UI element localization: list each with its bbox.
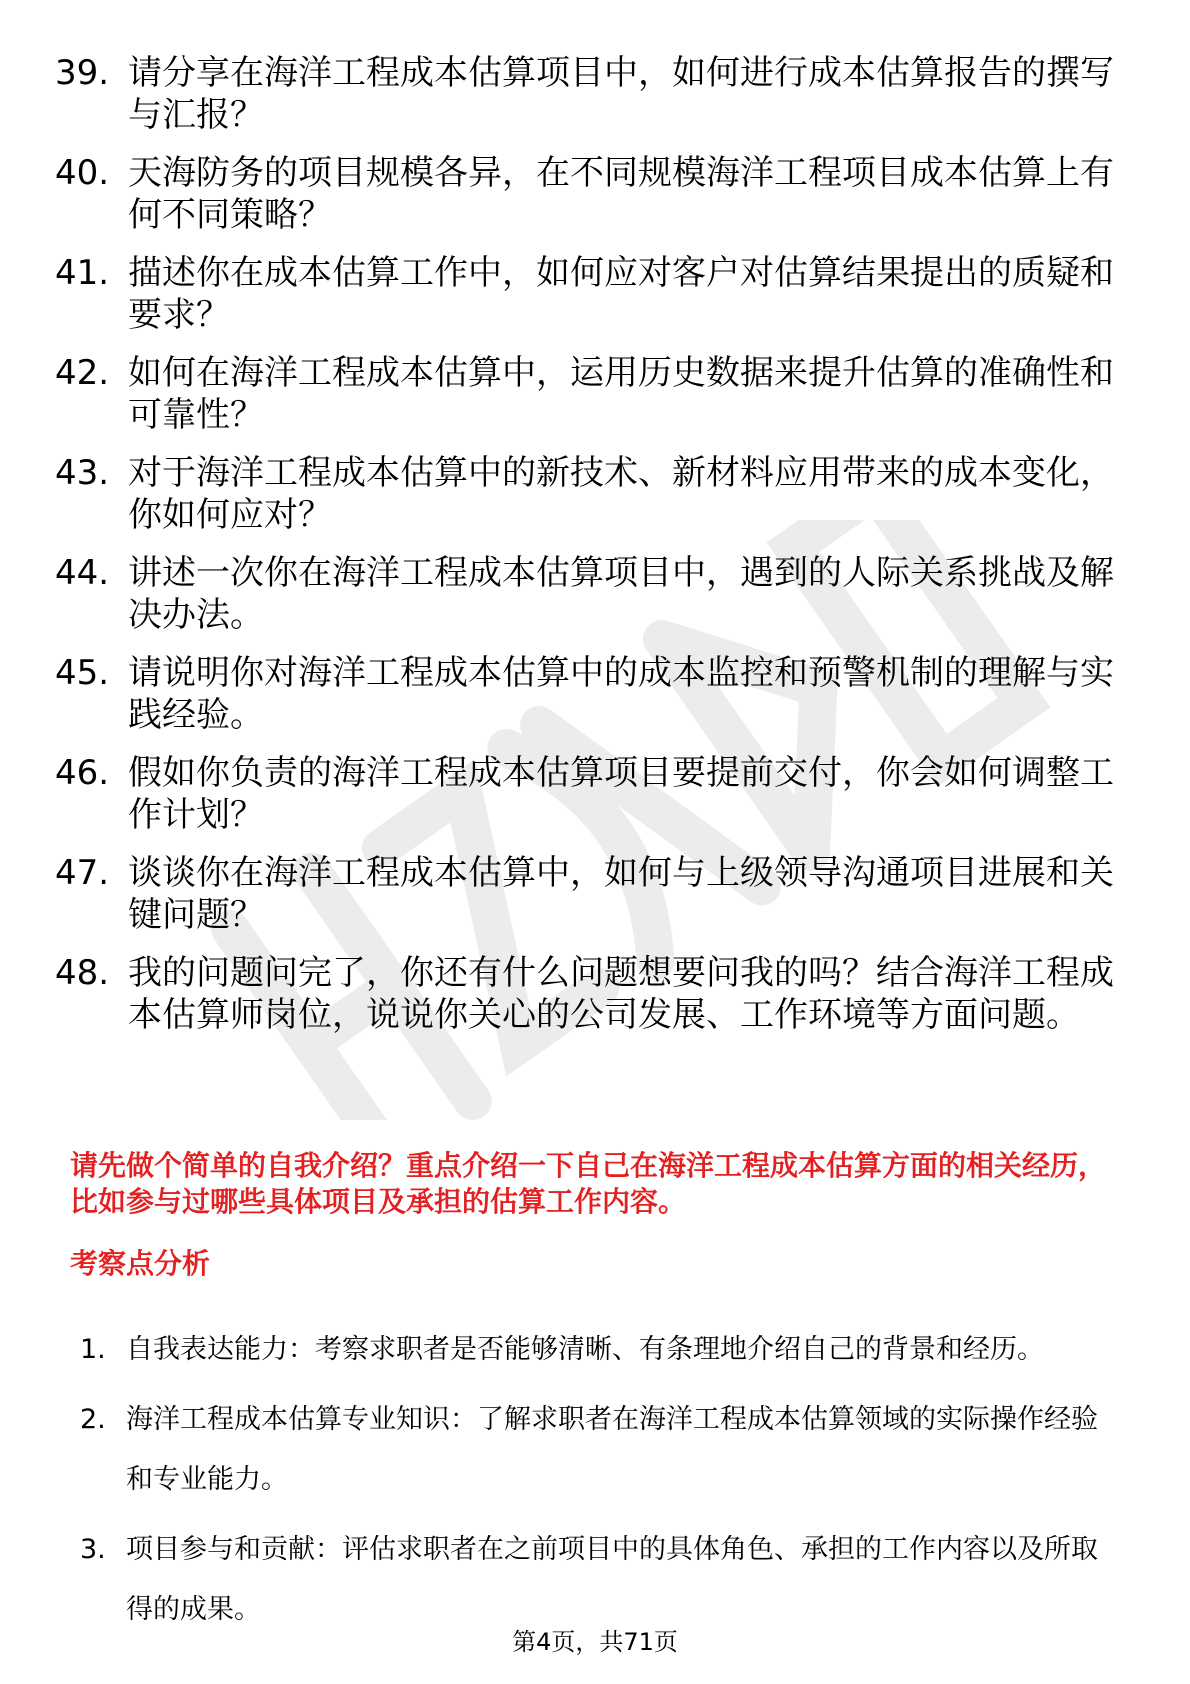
question-item bbox=[55, 652, 1125, 736]
question-item bbox=[55, 152, 1125, 236]
analysis-point bbox=[80, 1520, 1120, 1640]
page-footer: 第4页，共71页 bbox=[512, 1628, 678, 1656]
question-number: 46. bbox=[55, 753, 110, 793]
question-number: 42. bbox=[55, 353, 110, 393]
analysis-point-number: 1. bbox=[80, 1334, 106, 1365]
question-number: 39. bbox=[55, 53, 110, 93]
question-number: 40. bbox=[55, 153, 110, 193]
question-text: 我的问题问完了，你还有什么问题想要问我的吗？结合海洋工程成本估算师岗位，说说你关心的公司发展、工作环境等方面问题。 bbox=[128, 953, 1114, 1035]
analysis-title: 考察点分析 bbox=[70, 1247, 211, 1280]
analysis-point bbox=[80, 1390, 1120, 1510]
question-item bbox=[55, 252, 1125, 336]
analysis-point bbox=[80, 1320, 1120, 1380]
question-item bbox=[55, 52, 1125, 136]
question-text: 讲述一次你在海洋工程成本估算项目中，遇到的人际关系挑战及解决办法。 bbox=[128, 553, 1114, 635]
question-item bbox=[55, 352, 1125, 436]
analysis-point-text: 自我表达能力：考察求职者是否能够清晰、有条理地介绍自己的背景和经历。 bbox=[126, 1334, 1044, 1365]
question-number: 45. bbox=[55, 653, 110, 693]
analysis-point-list bbox=[80, 1320, 1120, 1650]
question-text: 如何在海洋工程成本估算中，运用历史数据来提升估算的准确性和可靠性？ bbox=[128, 353, 1114, 435]
question-text: 天海防务的项目规模各异，在不同规模海洋工程项目成本估算上有何不同策略？ bbox=[128, 153, 1114, 235]
question-number: 48. bbox=[55, 953, 110, 993]
analysis-point-number: 2. bbox=[80, 1404, 106, 1435]
question-item bbox=[55, 452, 1125, 536]
question-item bbox=[55, 752, 1125, 836]
question-text: 请分享在海洋工程成本估算项目中，如何进行成本估算报告的撰写与汇报？ bbox=[128, 53, 1114, 135]
question-item bbox=[55, 952, 1125, 1036]
question-number: 47. bbox=[55, 853, 110, 893]
question-text: 请说明你对海洋工程成本估算中的成本监控和预警机制的理解与实践经验。 bbox=[128, 653, 1114, 735]
question-number: 43. bbox=[55, 453, 110, 493]
question-list bbox=[55, 52, 1125, 1052]
analysis-point-text: 海洋工程成本估算专业知识：了解求职者在海洋工程成本估算领域的实际操作经验和专业能力。 bbox=[126, 1404, 1098, 1495]
question-item bbox=[55, 552, 1125, 636]
question-text: 描述你在成本估算工作中，如何应对客户对估算结果提出的质疑和要求？ bbox=[128, 253, 1114, 335]
analysis-point-text: 项目参与和贡献：评估求职者在之前项目中的具体角色、承担的工作内容以及所取得的成果。 bbox=[126, 1534, 1098, 1625]
question-text: 谈谈你在海洋工程成本估算中，如何与上级领导沟通项目进展和关键问题？ bbox=[128, 853, 1114, 935]
analysis-point-number: 3. bbox=[80, 1534, 106, 1565]
question-item bbox=[55, 852, 1125, 936]
question-number: 44. bbox=[55, 553, 110, 593]
question-text: 假如你负责的海洋工程成本估算项目要提前交付，你会如何调整工作计划？ bbox=[128, 753, 1114, 835]
question-text: 对于海洋工程成本估算中的新技术、新材料应用带来的成本变化，你如何应对？ bbox=[128, 453, 1114, 535]
highlight-question: 请先做个简单的自我介绍？重点介绍一下自己在海洋工程成本估算方面的相关经历，比如参与过哪些具体项目及承担的估算工作内容。 bbox=[70, 1149, 1107, 1218]
question-number: 41. bbox=[55, 253, 110, 293]
